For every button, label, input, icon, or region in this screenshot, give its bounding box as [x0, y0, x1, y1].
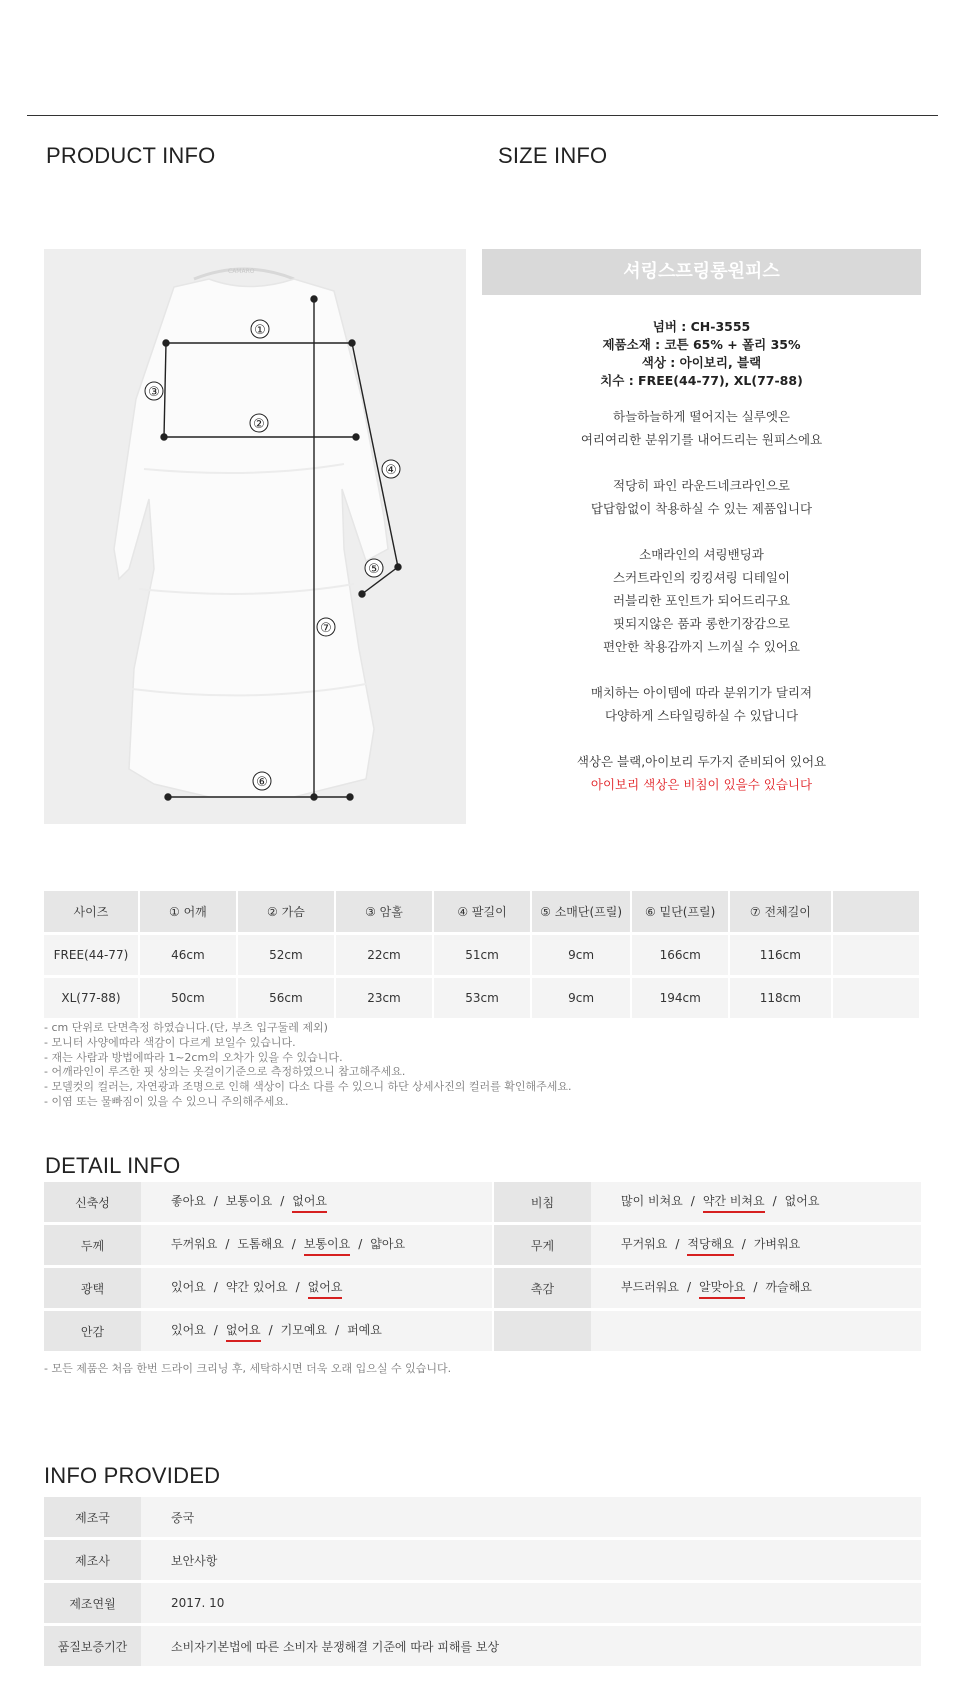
info-label: 제조국: [44, 1497, 141, 1540]
product-spec: 치수 : FREE(44-77), XL(77-88): [600, 373, 803, 388]
description-line: 여리여리한 분위기를 내어드리는 원피스에요: [580, 432, 823, 447]
size-cell: 166cm: [632, 935, 730, 978]
product-spec: 넘버 : CH-3555: [652, 319, 751, 334]
info-provided-table: [44, 1497, 921, 1669]
detail-options: [141, 1311, 494, 1354]
description-line: [482, 520, 921, 543]
description-line: 다양하게 스타일링하실 수 있답니다: [604, 708, 799, 723]
marker-4: ④: [385, 463, 397, 478]
marker-7: ⑦: [320, 621, 332, 636]
marker-6: ⑥: [256, 775, 268, 790]
size-header-cell: ⑥ 밑단(프릴): [632, 891, 730, 935]
size-note: - cm 단위로 단면측정 하였습니다.(단, 부츠 입구둘레 제외): [44, 1021, 328, 1034]
description-line: 스커트라인의 킹킹셔링 디테일이: [613, 570, 790, 585]
size-cell: 9cm: [532, 935, 632, 978]
size-cell: 118cm: [730, 978, 832, 1021]
size-cell: 53cm: [434, 978, 532, 1021]
marker-3: ③: [148, 385, 160, 400]
option: 약간 있어요: [225, 1279, 288, 1294]
option: 가벼워요: [753, 1236, 801, 1251]
option: 기모예요: [280, 1322, 328, 1337]
option: 보통이요: [225, 1193, 273, 1208]
option-separator: /: [268, 1322, 273, 1337]
detail-info-title: DETAIL INFO: [45, 1153, 181, 1178]
product-name-bar: 셔링스프링롱원피스: [482, 249, 921, 295]
size-note: - 모델컷의 컬러는, 자연광과 조명으로 인해 색상이 다소 다를 수 있으니 하단 상세사진의 컬러를 확인해주세요.: [44, 1080, 572, 1094]
option-separator: /: [690, 1193, 695, 1208]
description-line: 색상은 블랙,아이보리 두가지 준비되어 있어요: [576, 754, 827, 769]
description-line: 하늘하늘하게 떨어지는 실루엣은: [613, 409, 790, 424]
detail-options: [591, 1225, 921, 1268]
info-row: [44, 1497, 921, 1540]
size-info-title: SIZE INFO: [498, 143, 608, 168]
option: 얇아요: [370, 1236, 406, 1251]
care-note: - 모든 제품은 처음 한번 드라이 크리닝 후, 세탁하시면 더욱 오래 입으실 수 있습니다.: [44, 1362, 452, 1375]
selected-option: 약간 비쳐요: [703, 1192, 765, 1213]
option-separator: /: [358, 1236, 363, 1251]
size-table-header: [44, 891, 921, 935]
detail-row: [44, 1311, 921, 1354]
option-separator: /: [213, 1193, 218, 1208]
option: 많이 비쳐요: [621, 1193, 683, 1208]
description-line: 답답함없이 착용하실 수 있는 제품입니다: [590, 501, 813, 516]
info-row: [44, 1626, 921, 1669]
option-separator: /: [295, 1279, 300, 1294]
description-line: [482, 658, 921, 681]
description-line: 소매라인의 셔링밴딩과: [639, 547, 764, 562]
product-photo: [44, 249, 466, 824]
detail-options: [141, 1268, 494, 1311]
option-separator: /: [280, 1193, 285, 1208]
selected-option: 알맞아요: [699, 1278, 745, 1299]
option: 있어요: [171, 1322, 206, 1337]
description-line: 매치하는 아이템에 따라 분위기가 달리져: [590, 685, 813, 700]
detail-label: 신축성: [44, 1182, 141, 1225]
size-cell: 22cm: [336, 935, 434, 978]
marker-1: ①: [254, 323, 266, 338]
info-label: 품질보증기간: [44, 1626, 141, 1669]
info-value: 중국: [141, 1497, 921, 1540]
size-cell: 23cm: [336, 978, 434, 1021]
top-divider: [27, 115, 938, 116]
size-note: - 재는 사람과 방법에따라 1~2cm의 오차가 있을 수 있습니다.: [44, 1050, 343, 1064]
detail-row: [44, 1225, 921, 1268]
size-note: - 이염 또는 물빠짐이 있을 수 있으니 주의해주세요.: [44, 1094, 289, 1108]
size-header-cell: ③ 암홀: [336, 891, 434, 935]
selected-option: 없어요: [226, 1321, 261, 1342]
info-row: [44, 1540, 921, 1583]
description-line: [482, 451, 921, 474]
size-cell: FREE(44-77): [44, 935, 140, 978]
selected-option: 적당해요: [687, 1235, 733, 1256]
svg-text:CAMARO: CAMARO: [228, 268, 255, 275]
product-info-title: PRODUCT INFO: [46, 143, 216, 168]
option: 없어요: [784, 1193, 820, 1208]
option: 도톰해요: [237, 1236, 284, 1251]
detail-options: [591, 1311, 921, 1354]
info-value: 보안사항: [141, 1540, 921, 1583]
description-line: [482, 727, 921, 750]
size-header-cell: 사이즈: [44, 891, 140, 935]
info-value: 소비자기본법에 따른 소비자 분쟁해결 기준에 따라 피해를 보상: [141, 1626, 921, 1669]
ivory-warning: 아이보리 색상은 비침이 있을수 있습니다: [590, 777, 813, 792]
detail-label: [494, 1311, 591, 1354]
option-separator: /: [741, 1236, 746, 1251]
product-spec: 제품소재 : 코튼 65% + 폴리 35%: [602, 337, 801, 352]
size-cell: 52cm: [238, 935, 336, 978]
detail-options: [141, 1225, 494, 1268]
info-provided-title: INFO PROVIDED: [44, 1463, 221, 1488]
product-spec: 색상 : 아이보리, 블랙: [641, 355, 762, 370]
selected-option: 없어요: [308, 1278, 343, 1299]
option-separator: /: [225, 1236, 230, 1251]
size-table: [44, 891, 921, 1021]
size-header-cell: ⑤ 소매단(프릴): [532, 891, 632, 935]
detail-table: [44, 1182, 921, 1354]
option-separator: /: [213, 1322, 218, 1337]
description-line: 러블리한 포인트가 되어드리구요: [613, 593, 790, 608]
detail-options: [141, 1182, 494, 1225]
description-line: 편안한 착용감까지 느끼실 수 있어요: [602, 639, 801, 654]
option: 좋아요: [171, 1193, 206, 1208]
detail-label: 안감: [44, 1311, 141, 1354]
option-separator: /: [772, 1193, 777, 1208]
option: 두꺼워요: [171, 1236, 218, 1251]
option: 있어요: [171, 1279, 206, 1294]
marker-2: ②: [253, 417, 265, 432]
marker-5: ⑤: [368, 562, 380, 577]
size-cell: 116cm: [730, 935, 832, 978]
table-row: [44, 935, 921, 978]
detail-row: [44, 1182, 921, 1225]
selected-option: 없어요: [292, 1192, 327, 1213]
size-cell: 194cm: [632, 978, 730, 1021]
info-value: 2017. 10: [141, 1583, 921, 1626]
size-cell: 51cm: [434, 935, 532, 978]
option: 부드러워요: [621, 1279, 679, 1294]
product-description: [482, 405, 921, 796]
size-cell: [833, 935, 922, 978]
dress-measurement-diagram: [44, 249, 466, 824]
size-note: - 모니터 사양에따라 색감이 다르게 보일수 있습니다.: [44, 1035, 296, 1049]
detail-options: [591, 1268, 921, 1311]
option: 퍼예요: [347, 1322, 382, 1337]
option: 무거워요: [621, 1236, 668, 1251]
option-separator: /: [686, 1279, 692, 1294]
size-cell: XL(77-88): [44, 978, 140, 1021]
size-header-cell: ① 어깨: [140, 891, 238, 935]
info-row: [44, 1583, 921, 1626]
selected-option: 보통이요: [304, 1235, 350, 1256]
detail-options: [591, 1182, 921, 1225]
size-header-cell: [833, 891, 922, 935]
option-separator: /: [675, 1236, 680, 1251]
option: 까슬해요: [765, 1279, 812, 1294]
size-cell: 50cm: [140, 978, 238, 1021]
detail-label: 두께: [44, 1225, 141, 1268]
size-header-cell: ⑦ 전체길이: [730, 891, 832, 935]
detail-label: 비침: [494, 1182, 591, 1225]
option-separator: /: [213, 1279, 218, 1294]
table-row: [44, 978, 921, 1021]
option-separator: /: [291, 1236, 296, 1251]
size-notes: [44, 1021, 571, 1110]
size-cell: [833, 978, 922, 1021]
size-header-cell: ② 가슴: [238, 891, 336, 935]
size-cell: 46cm: [140, 935, 238, 978]
detail-label: 무게: [494, 1225, 591, 1268]
size-cell: 9cm: [532, 978, 632, 1021]
info-label: 제조사: [44, 1540, 141, 1583]
description-line: 핏되지않은 품과 롱한기장감으로: [613, 616, 790, 631]
size-note: - 어깨라인이 루즈한 핏 상의는 옷걸이기준으로 측정하였으니 참고해주세요.: [44, 1065, 406, 1079]
info-label: 제조연월: [44, 1583, 141, 1626]
detail-label: 광택: [44, 1268, 141, 1311]
description-line: 적당히 파인 라운드네크라인으로: [613, 478, 790, 493]
size-header-cell: ④ 팔길이: [434, 891, 532, 935]
size-cell: 56cm: [238, 978, 336, 1021]
option-separator: /: [335, 1322, 340, 1337]
option-separator: /: [753, 1279, 758, 1294]
detail-label: 촉감: [494, 1268, 591, 1311]
detail-row: [44, 1268, 921, 1311]
